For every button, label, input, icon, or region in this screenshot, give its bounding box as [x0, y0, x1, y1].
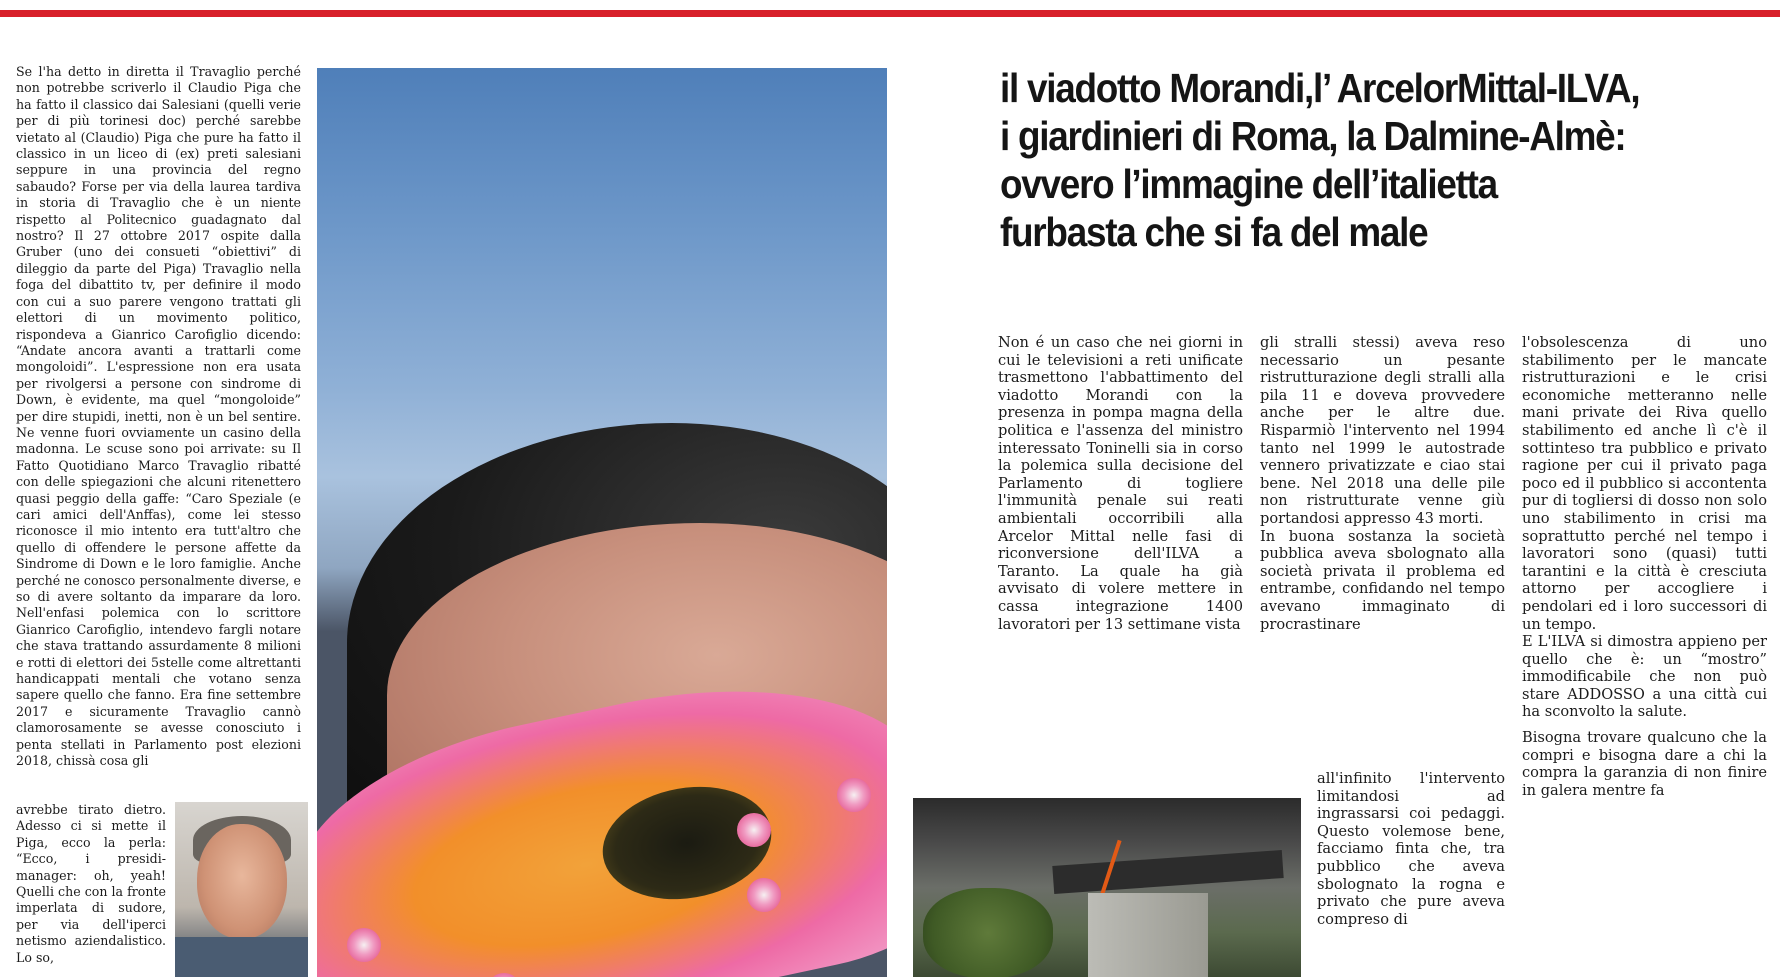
article-paragraph: gli stralli stessi) aveva reso necessario un pesante ristrutturazione degli stralli alla pila 11 e doveva provvedere anche per le altre due. Risparmiò l'intervento nel 1994 tanto nel 1999 le autostrade vennero privatizzate e ciao stai bene. Nel 2018 una delle pile non ristrutturate venne giù portandosi appresso 43 morti.	[1260, 334, 1505, 527]
portrait-face	[197, 824, 287, 939]
article-paragraph: l'obsolescenza di uno stabilimento per le mancate ristrutturazioni e le crisi economiche metteranno nelle mani private dei Riva quello stabilimento ed anche lì c'è il sottinteso tra pubblico e privato ragione per cui il privato paga poco ed il pubblico si accontenta pur di togliersi di dosso non solo uno stabilimento in crisi ma soprattutto perché nel tempo i lavoratori sono (quasi) tutti tarantini e la città è cresciuta attorno per accogliere i pendolari ed i loro successori di un tempo.	[1522, 334, 1767, 633]
article-paragraph: all'infinito l'intervento limitandosi ad ingrassarsi coi pedaggi. Questo volemose bene, facciamo finta che, tra pubblico che aveva sbolognato la rogna e privato che pure aveva compreso di	[1317, 770, 1505, 928]
article-column-2	[1260, 334, 1505, 633]
headline-line: i giardinieri di Roma, la Dalmine-Almè:	[1000, 113, 1626, 159]
mask-flower	[837, 778, 871, 812]
headline-line: il viadotto Morandi,l’ ArcelorMittal-ILVA,	[1000, 65, 1640, 111]
portrait-shirt	[175, 937, 308, 977]
left-text-wrap	[16, 802, 166, 966]
article-column-2-tail	[1317, 770, 1505, 928]
article-headline	[1000, 64, 1648, 256]
mask-flower	[747, 878, 781, 912]
left-text-column	[16, 64, 301, 769]
carnival-mask-photo	[317, 68, 887, 977]
bridge-photo-pillar	[1088, 893, 1208, 977]
bridge-photo-trees	[923, 888, 1053, 977]
article-paragraph: E L'ILVA si dimostra appieno per quello che è: un “mostro” immodificabile che non può stare ADDOSSO a una città cui ha sconvolto la salute.	[1522, 633, 1767, 721]
mask-flower	[737, 813, 771, 847]
bridge-photo-deck	[1052, 850, 1283, 894]
morandi-bridge-photo	[913, 798, 1301, 977]
headline-line: furbasta che si fa del male	[1000, 209, 1428, 255]
paragraph-gap	[1522, 721, 1767, 729]
article-paragraph: Non é un caso che nei giorni in cui le televisioni a reti unificate trasmettono l'abbattimento del viadotto Morandi con la presenza in pompa magna della politica e l'assenza del ministro interessato Toninelli sia in corso la polemica sulla decisione del Parlamento di togliere l'immunità penale sui reati ambientali occorribili alla Arcelor Mittal nelle fasi di riconversione dell'ILVA a Taranto. La quale ha già avvisato di volere mettere in cassa integrazione 1400 lavoratori per 13 settimane vista	[998, 334, 1243, 633]
article-paragraph: In buona sostanza la società pubblica aveva sbolognato alla società privata il problema ed entrambe, confidando nel tempo avevano immaginato di procrastinare	[1260, 527, 1505, 633]
author-portrait-photo	[175, 802, 308, 977]
top-red-rule	[0, 10, 1780, 17]
article-column-1	[998, 334, 1243, 633]
mask-flower	[347, 928, 381, 962]
article-paragraph: Bisogna trovare qualcuno che la compri e bisogna dare a chi la compra la garanzia di non finire in galera mentre fa	[1522, 729, 1767, 799]
left-column-wrap-text: avrebbe tirato dietro. Adesso ci si mette il Piga, ecco la perla: “Ecco, i presidi-manager: oh, yeah! Quelli che con la fronte imperlata di sudore, per via dell'iperci netismo aziendalistico. Lo so,	[16, 802, 166, 965]
article-column-3	[1522, 334, 1767, 799]
left-column-paragraph: Se l'ha detto in diretta il Travaglio perché non potrebbe scriverlo il Claudio Piga che ha fatto il classico dai Salesiani (quelli verie per di più torinesi doc) perché sarebbe vietato al (Claudio) Piga che pure ha fatto il classico in un liceo di (ex) preti salesiani seppure in una provincia del regno sabaudo? Forse per via della laurea tardiva in storia di Travaglio che è un niente rispetto al Politecnico guadagnato dal nostro? Il 27 ottobre 2017 ospite dalla Gruber (uno dei consueti “obiettivi” di dileggio da parte del Piga) Travaglio nella foga del dibattito tv, per definire il modo con cui a suo parere vengono trattati gli elettori di un movimento politico, rispondeva a Gianrico Carofiglio dicendo: “Andate ancora avanti a trattarli come mongoloidi”. L'espressione non era usata per rivolgersi a persone con sindrome di Down, è evidente, ma quel “mongoloide” per dire stupidi, inetti, non è un bel sentire. Ne venne fuori ovviamente un casino della madonna. Le scuse sono poi arrivate: su Il Fatto Quotidiano Marco Travaglio ribatté con delle spiegazioni che alcuni ritenettero quasi peggio della gaffe: “Caro Speziale (e cari amici dell'Anffas), come lei stesso riconosce il mio intento era tutt'altro che quello di offendere le persone affette da Sindrome di Down e le loro famiglie. Anche perché ne conosco personalmente diverse, e so di avere soltanto da imparare da loro. Nell'enfasi polemica con lo scrittore Gianrico Carofiglio, intendevo fargli notare che stava trattando assurdamente 8 milioni e rotti di elettori dei 5stelle come altrettanti handicappati mentali che votano senza sapere quello che fanno. Era fine settembre 2017 e sicuramente Travaglio cannò clamorosamente se avesse conosciuto i penta stellati in Parlamento post elezioni 2018, chissà cosa gli	[16, 64, 301, 769]
headline-line: ovvero l’immagine dell’italietta	[1000, 161, 1497, 207]
